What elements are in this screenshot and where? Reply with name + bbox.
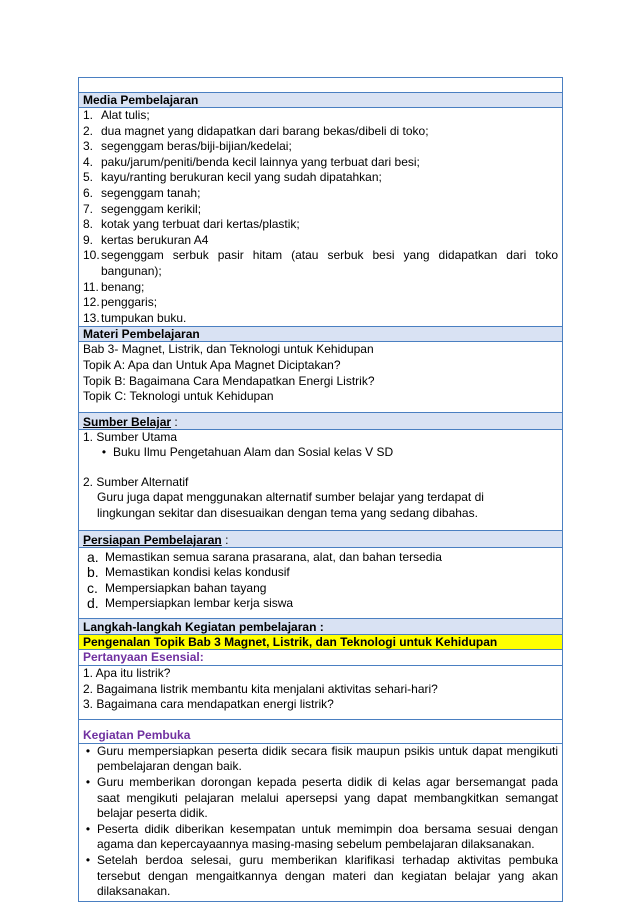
sumber-alt-label: 2. Sumber Alternatif	[83, 474, 189, 489]
media-item	[83, 155, 558, 171]
bullet-icon: •	[85, 821, 91, 836]
esensial-title: Pertanyaan Esensial:	[83, 650, 204, 665]
materi-line: Topik A: Apa dan Untuk Apa Magnet Diciptakan?	[83, 357, 341, 372]
persiapan-item-text: Memastikan kondisi kelas kondusif	[105, 565, 290, 580]
media-item	[83, 233, 558, 249]
persiapan-item	[87, 581, 558, 597]
media-item-number: 3.	[83, 139, 94, 154]
bullet-icon: •	[85, 743, 91, 758]
persiapan-content	[79, 548, 562, 619]
sumber-utama-item	[83, 445, 558, 461]
media-item	[83, 311, 558, 327]
media-item-text: segenggam serbuk pasir hitam (atau serbuk besi yang didapatkan dari toko bangunan);	[101, 248, 558, 278]
pembuka-item-text: Guru mempersiapkan peserta didik secara fisik maupun psikis untuk dapat mengikuti pembelajaran dengan baik.	[97, 743, 558, 774]
media-item-text: paku/jarum/peniti/benda kecil lainnya yang terbuat dari besi;	[101, 154, 420, 169]
persiapan-colon: :	[221, 532, 229, 547]
media-item	[83, 248, 558, 279]
sumber-colon: :	[171, 414, 178, 429]
media-title: Media Pembelajaran	[83, 93, 199, 107]
question-item: 1. Apa itu listrik?	[83, 666, 171, 681]
pembuka-item-text: Setelah berdoa selesai, guru memberikan klarifikasi terhadap aktivitas pembuka tersebut dengan mengaitkannya dengan materi dan kegiatan belajar yang akan dilaksanakan.	[97, 852, 558, 899]
persiapan-item-text: Memastikan semua sarana prasarana, alat, dan bahan tersedia	[105, 549, 442, 564]
media-item-text: tumpukan buku.	[101, 310, 187, 325]
pembuka-item	[79, 744, 558, 775]
persiapan-item-number: d.	[87, 595, 99, 612]
media-item-number: 4.	[83, 154, 94, 169]
pembuka-content	[79, 744, 562, 902]
sumber-utama-text: Buku Ilmu Pengetahuan Alam dan Sosial kelas V SD	[113, 445, 394, 460]
media-item-number: 10.	[83, 248, 100, 263]
persiapan-item-text: Mempersiapkan lembar kerja siswa	[105, 596, 294, 611]
esensial-content	[79, 666, 562, 720]
pembuka-title: Kegiatan Pembuka	[83, 727, 191, 742]
materi-header	[79, 327, 562, 342]
media-item-text: penggaris;	[101, 295, 158, 310]
materi-title: Materi Pembelajaran	[83, 327, 200, 342]
media-item-text: kayu/ranting berukuran kecil yang sudah dipatahkan;	[101, 170, 382, 185]
media-item	[83, 170, 558, 186]
media-item	[83, 280, 558, 296]
media-item-number: 6.	[83, 185, 94, 200]
persiapan-item	[87, 596, 558, 612]
question-item: 2. Bagaimana listrik membantu kita menjalani aktivitas sehari-hari?	[83, 681, 438, 696]
sumber-alt-text: Guru juga dapat menggunakan alternatif sumber belajar yang terdapat di lingkungan sekitar dan disesuaikan dengan tema yang sedang dibahas.	[97, 490, 484, 521]
media-list	[83, 108, 558, 326]
media-item-text: kotak yang terbuat dari kertas/plastik;	[101, 217, 300, 232]
persiapan-item-number: a.	[87, 548, 99, 565]
sumber-title: Sumber Belajar	[83, 414, 172, 429]
langkah-title: Langkah-langkah Kegiatan pembelajaran :	[83, 620, 324, 635]
media-item	[83, 139, 558, 155]
media-item-text: kertas berukuran A4	[101, 232, 209, 247]
materi-line: Topik C: Teknologi untuk Kehidupan	[83, 389, 274, 404]
langkah-header	[79, 619, 562, 635]
media-item	[83, 124, 558, 140]
esensial-header	[79, 650, 562, 666]
pembuka-item-text: Peserta didik diberikan kesempatan untuk memimpin doa bersama sesuai dengan agama dan kepercayaannya masing-masing sebelum pembelajaran dilaksanakan.	[97, 821, 558, 852]
sumber-utama-label: 1. Sumber Utama	[83, 429, 178, 444]
persiapan-item	[87, 550, 558, 566]
media-item-number: 13.	[83, 310, 100, 325]
persiapan-list	[83, 550, 558, 612]
persiapan-item-text: Mempersiapkan bahan tayang	[105, 580, 267, 595]
question-item: 3. Bagaimana cara mendapatkan energi listrik?	[83, 697, 334, 712]
media-item-number: 2.	[83, 123, 94, 138]
bullet-icon: •	[85, 852, 91, 867]
media-header	[79, 93, 562, 108]
pembuka-header	[79, 720, 562, 744]
pembuka-item-text: Guru memberikan dorongan kepada peserta didik di kelas agar bersemangat pada saat mengikuti pelajaran melalui apersepsi yang dapat membangkitkan semangat belajar peserta didik.	[97, 775, 558, 821]
media-content	[79, 108, 562, 327]
media-item-text: benang;	[101, 279, 145, 294]
media-item	[83, 295, 558, 311]
persiapan-item-number: c.	[87, 579, 98, 596]
media-item-text: segenggam beras/biji-bijian/kedelai;	[101, 139, 292, 154]
media-item	[83, 202, 558, 218]
media-item-text: Alat tulis;	[101, 108, 150, 122]
media-item-number: 9.	[83, 232, 94, 247]
pembuka-item	[79, 775, 558, 822]
media-item-number: 7.	[83, 201, 94, 216]
persiapan-item-number: b.	[87, 564, 99, 581]
materi-line: Bab 3- Magnet, Listrik, dan Teknologi untuk Kehidupan	[83, 342, 374, 357]
empty-top-row	[79, 78, 562, 93]
topik-row	[79, 635, 562, 650]
sumber-content	[79, 430, 562, 531]
media-item-text: dua magnet yang didapatkan dari barang bekas/dibeli di toko;	[101, 123, 429, 138]
pembuka-list	[79, 744, 558, 900]
media-item-number: 12.	[83, 295, 100, 310]
pembuka-item	[79, 853, 558, 900]
media-item-text: segenggam kerikil;	[101, 201, 202, 216]
media-item-number: 11.	[83, 279, 99, 294]
pembuka-item	[79, 822, 558, 853]
media-item	[83, 108, 558, 124]
media-item-number: 1.	[83, 108, 94, 122]
media-item	[83, 217, 558, 233]
persiapan-title: Persiapan Pembelajaran	[83, 532, 222, 547]
persiapan-header	[79, 531, 562, 548]
media-item-number: 8.	[83, 217, 94, 232]
topik-title: Pengenalan Topik Bab 3 Magnet, Listrik, dan Teknologi untuk Kehidupan	[83, 635, 498, 650]
media-item	[83, 186, 558, 202]
materi-line: Topik B: Bagaimana Cara Mendapatkan Energi Listrik?	[83, 373, 375, 388]
bullet-icon: •	[85, 775, 91, 789]
sumber-header	[79, 413, 562, 430]
persiapan-item	[87, 565, 558, 581]
lesson-plan-table	[78, 77, 563, 902]
media-item-text: segenggam tanah;	[101, 185, 201, 200]
media-item-number: 5.	[83, 170, 94, 185]
materi-content	[79, 342, 562, 412]
bullet-icon: •	[101, 445, 107, 460]
